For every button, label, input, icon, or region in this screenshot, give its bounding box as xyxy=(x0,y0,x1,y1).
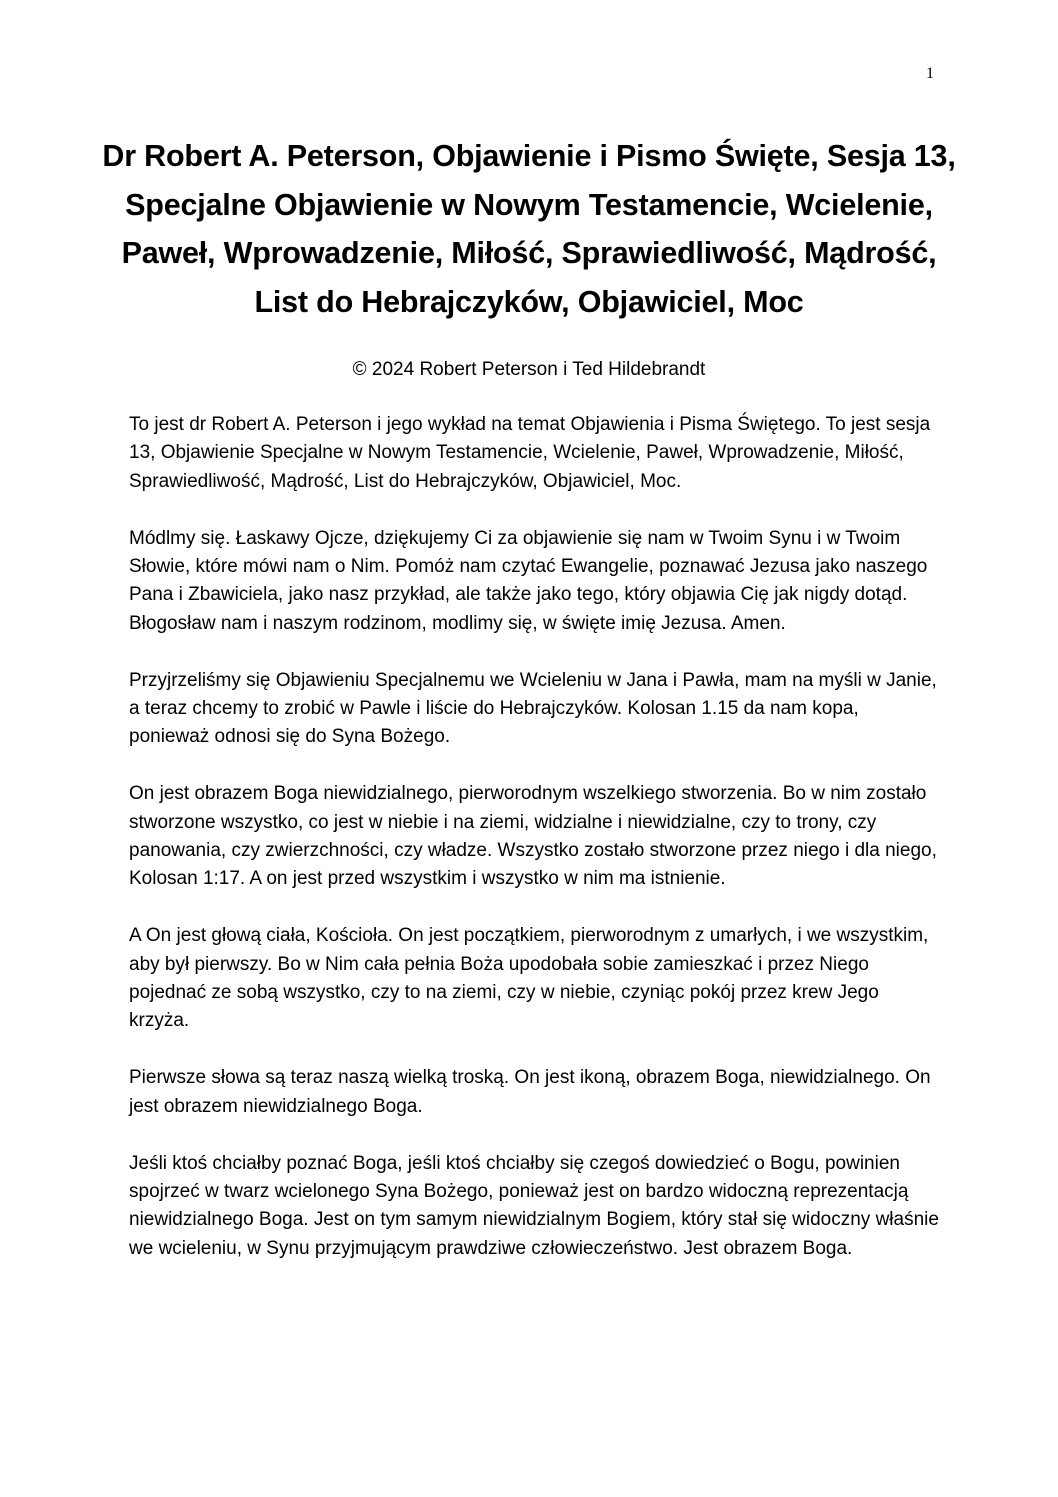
paragraph-prayer: Módlmy się. Łaskawy Ojcze, dziękujemy Ci za objawienie się nam w Twoim Synu i w Twoim Słowie, które mówi nam o Nim. Pomóż nam czytać Ewangelie, poznawać Jezusa jako naszego Pana i Zbawiciela, jako nasz przykład, ale także jako tego, który objawia Cię jak nigdy dotąd. Błogosław nam i naszym rodzinom, modlimy się, w święte imię Jezusa. Amen. xyxy=(129,527,928,634)
document-body xyxy=(129,411,939,1292)
copyright-line: © 2024 Robert Peterson i Ted Hildebrandt xyxy=(352,359,706,380)
paragraph-head-of-church: A On jest głową ciała, Kościoła. On jest początkiem, pierworodnym z umarłych, i we wszystkim, aby był pierwszy. Bo w Nim cała pełnia Boża upodobała sobie zamieszkać i przez Niego pojednać ze sobą wszystko, czy to na ziemi, czy w niebie, czyniąc pokój przez krew Jego krzyża. xyxy=(129,925,929,1032)
page-number: 1 xyxy=(926,65,934,82)
paragraph-intro: To jest dr Robert A. Peterson i jego wykład na temat Objawienia i Pisma Świętego. To jest sesja 13, Objawienie Specjalne w Nowym Testamencie, Wcielenie, Paweł, Wprowadzenie, Miłość, Sprawiedliwość, Mądrość, List do Hebrajczyków, Objawiciel, Moc. xyxy=(129,414,931,492)
paragraph-overview: Przyjrzeliśmy się Objawieniu Specjalnemu we Wcieleniu w Jana i Pawła, mam na myśli w Janie, a teraz chcemy to zrobić w Pawle i liście do Hebrajczyków. Kolosan 1.15 da nam kopa, ponieważ odnosi się do Syna Bożego. xyxy=(129,669,937,748)
document-title: Dr Robert A. Peterson, Objawienie i Pismo Święte, Sesja 13, Specjalne Objawienie w Nowym Testamencie, Wcielenie, Paweł, Wprowadzenie, Miłość, Sprawiedliwość, Mądrość, List do Hebrajczyków, Objawiciel, Moc xyxy=(102,139,956,319)
paragraph-image-of-god: Pierwsze słowa są teraz naszą wielką troską. On jest ikoną, obrazem Boga, niewidzialnego. On jest obrazem niewidzialnego Boga. xyxy=(129,1067,931,1117)
paragraph-knowing-god: Jeśli ktoś chciałby poznać Boga, jeśli ktoś chciałby się czegoś dowiedzieć o Bogu, powinien spojrzeć w twarz wcielonego Syna Bożego, ponieważ jest on bardzo widoczną reprezentacją niewidzialnego Boga. Jest on tym samym niewidzialnym Bogiem, który stał się widoczny właśnie we wcieleniu, w Synu przyjmującym prawdziwe człowieczeństwo. Jest obrazem Boga. xyxy=(129,1152,939,1259)
paragraph-colossians-quote: On jest obrazem Boga niewidzialnego, pierworodnym wszelkiego stworzenia. Bo w nim zostało stworzone wszystko, co jest w niebie i na ziemi, widzialne i niewidzialne, czy to trony, czy panowania, czy zwierzchności, czy władze. Wszystko zostało stworzone przez niego i dla niego, Kolosan 1:17. A on jest przed wszystkim i wszystko w nim ma istnienie. xyxy=(129,783,937,890)
